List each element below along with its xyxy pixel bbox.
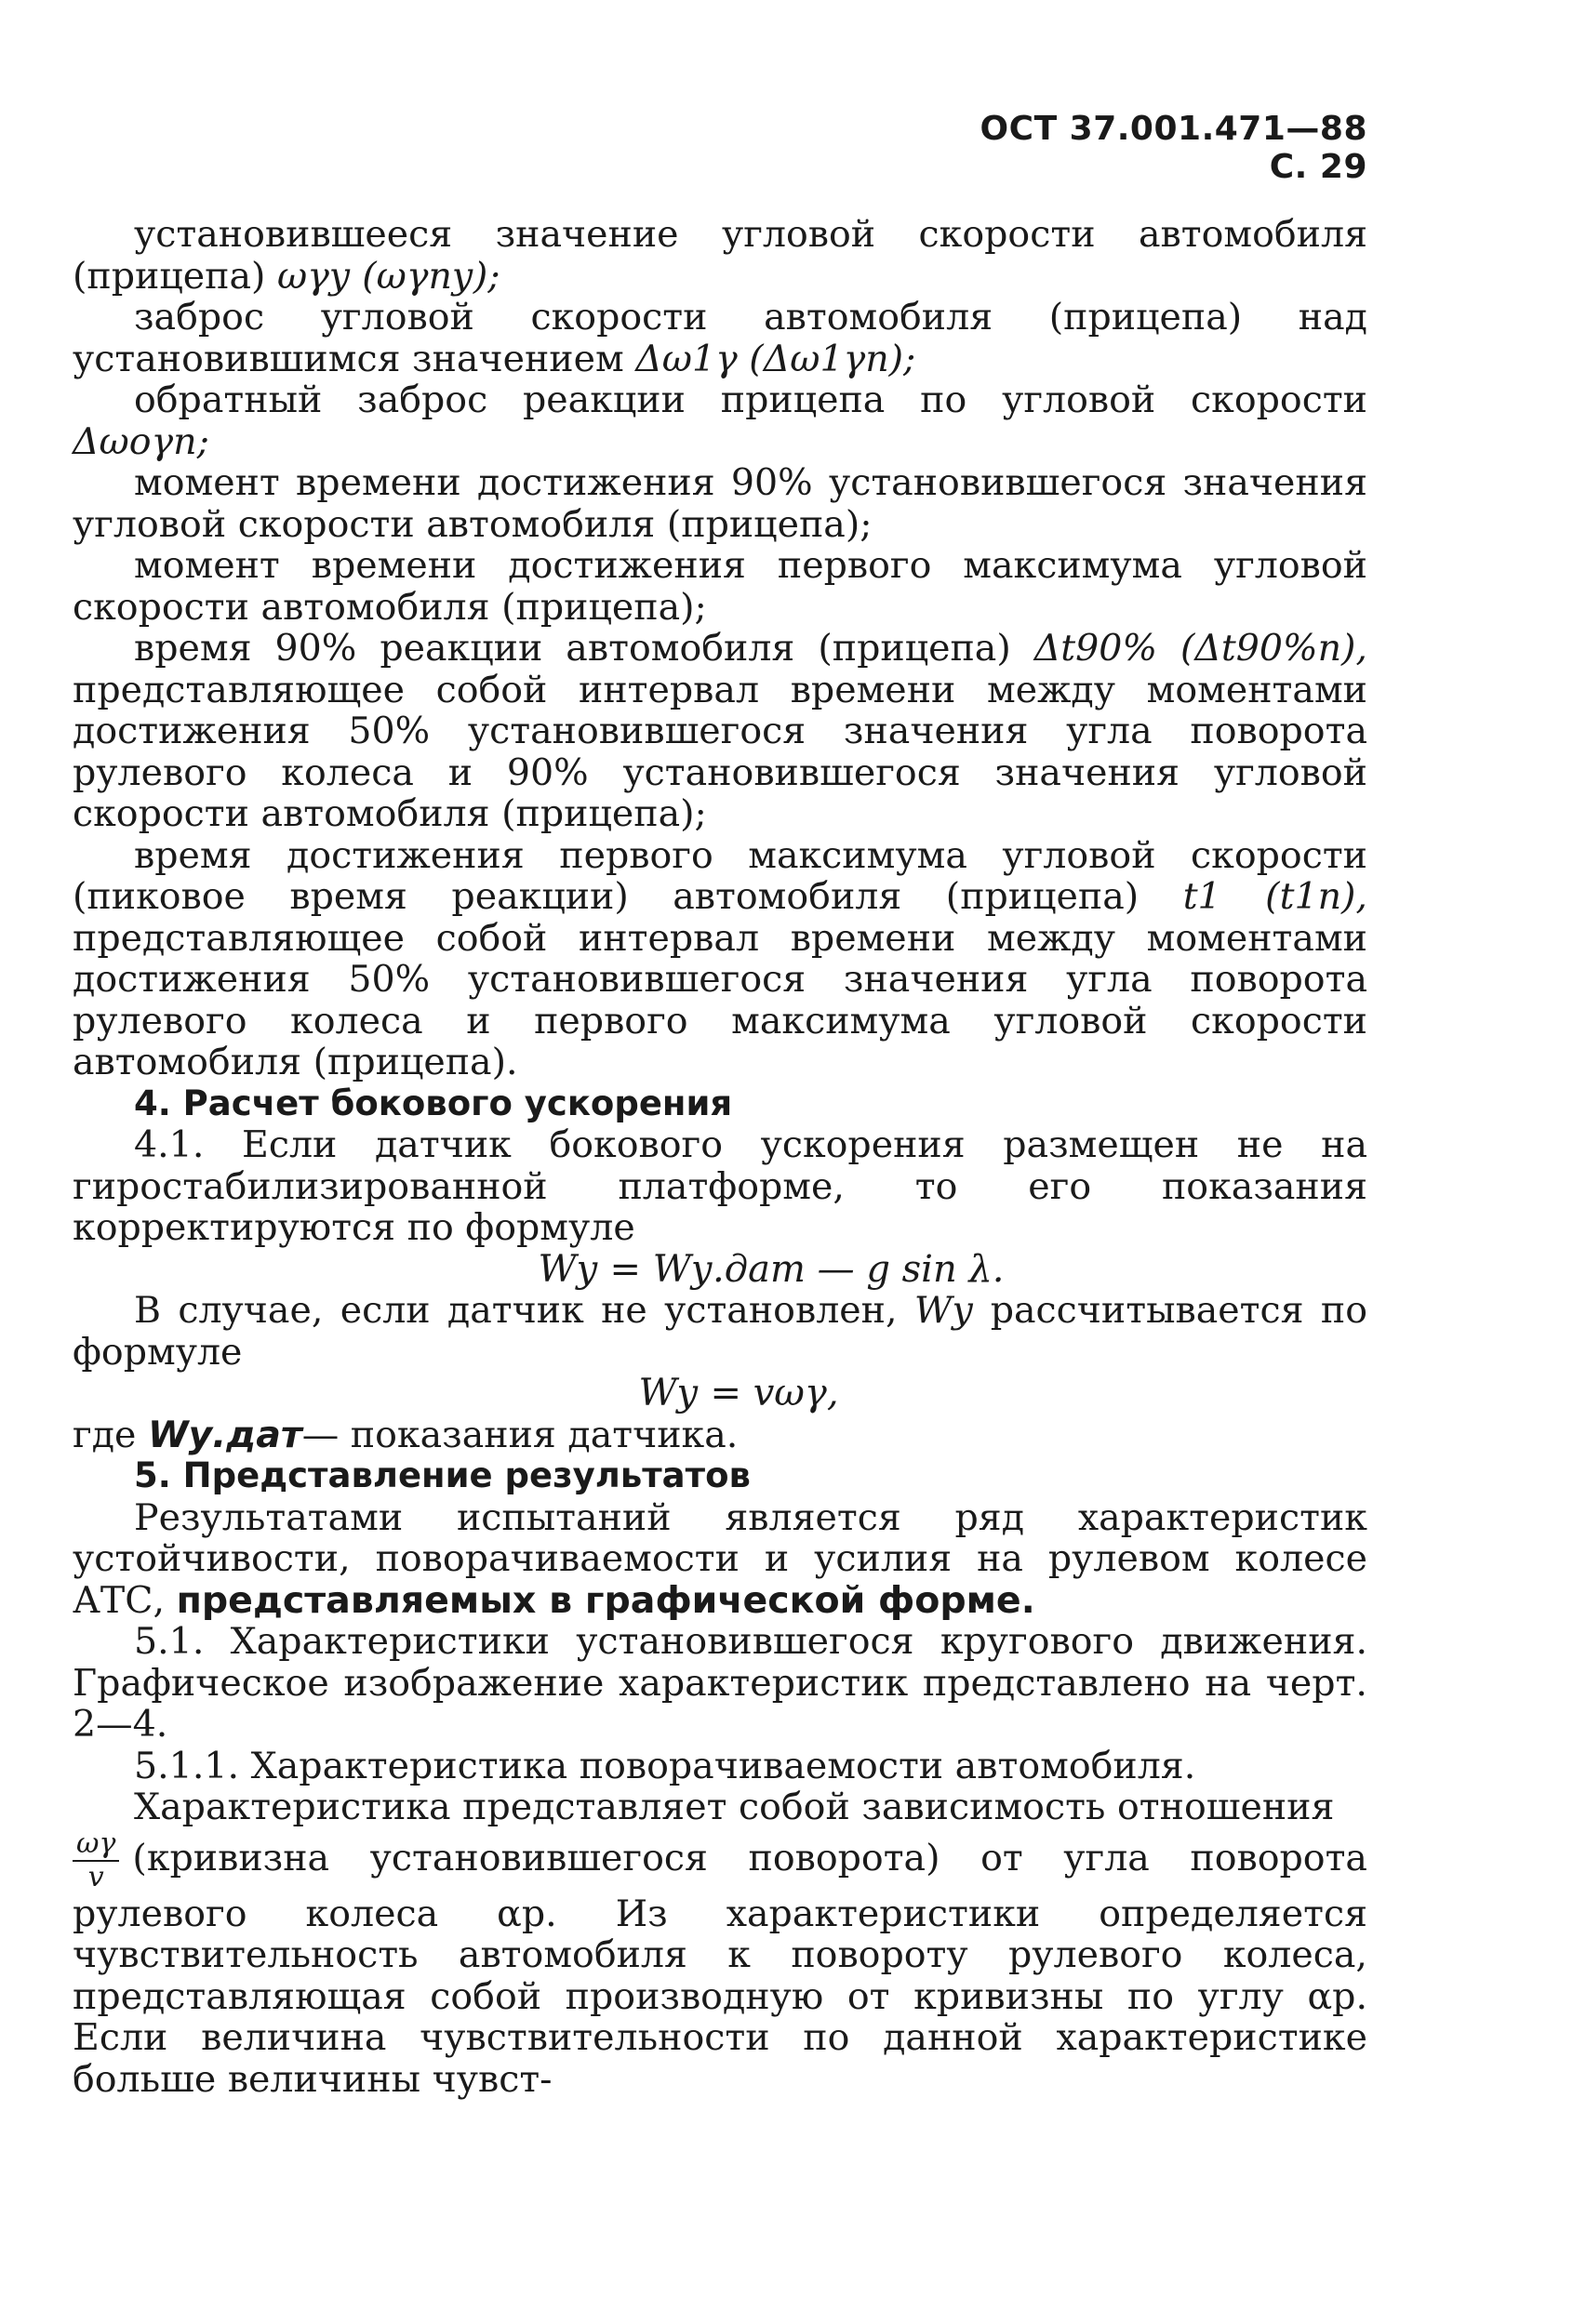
paragraph: 5.1.1. Характеристика поворачиваемости автомобиля. bbox=[134, 1744, 1196, 1787]
paragraph-text: установившееся значение угловой скорости автомобиля (прицепа) bbox=[73, 213, 1367, 298]
page-body bbox=[73, 214, 1367, 2100]
formula-symbol: Δt90% (Δt90%п), bbox=[1033, 627, 1367, 670]
formula-symbol: Wу.дат bbox=[147, 1413, 302, 1456]
fraction-numerator: ωγ bbox=[73, 1828, 119, 1862]
paragraph: момент времени достижения первого максимума угловой скорости автомобиля (прицепа); bbox=[73, 544, 1367, 629]
paragraph bbox=[73, 297, 1367, 379]
paragraph-text: В случае, если датчик не установлен, bbox=[134, 1289, 898, 1332]
paragraph bbox=[73, 379, 1367, 462]
formula: Wу = Wу.дат — g sin λ. bbox=[538, 1247, 1005, 1291]
paragraph-text: Результатами испытаний является ряд характеристик устойчивости, поворачиваемости и усилия на рулевом колесе АТС, bbox=[73, 1495, 1367, 1622]
formula-note bbox=[73, 1414, 1367, 1456]
formula-symbol: Δωoγп; bbox=[73, 419, 209, 463]
paragraph bbox=[73, 1828, 1367, 2101]
paragraph bbox=[73, 628, 1367, 835]
note-text: где bbox=[73, 1413, 137, 1456]
formula-symbol: Wу bbox=[913, 1289, 974, 1332]
section-heading: 4. Расчет бокового ускорения bbox=[134, 1082, 733, 1123]
paragraph-text: представляющее собой интервал времени между моментами достижения 50% установившегося значения угла поворота рулевого колеса и 90% установившегося значения угловой скорости автомобиля (прицепа); bbox=[73, 668, 1367, 835]
paragraph: момент времени достижения 90% установившегося значения угловой скорости автомобиля (прицепа); bbox=[73, 461, 1367, 546]
paragraph-text: время 90% реакции автомобиля (прицепа) bbox=[134, 627, 1011, 670]
paragraph-text: представляющее собой интервал времени между моментами достижения 50% установившегося значения угла поворота рулевого колеса и первого максимума угловой скорости автомобиля (прицепа). bbox=[73, 916, 1367, 1083]
paragraph-text: время достижения первого максимума угловой скорости (пиковое время реакции) автомобиля (прицепа) bbox=[73, 833, 1367, 918]
fraction-denominator: v bbox=[87, 1860, 104, 1893]
paragraph-text: заброс угловой скорости автомобиля (прицепа) над установившимся значением bbox=[73, 296, 1367, 380]
fraction bbox=[73, 1828, 119, 1893]
note-text: — показания датчика. bbox=[301, 1413, 739, 1456]
page-header: ОСТ 37.001.471—88 С. 29 bbox=[980, 110, 1367, 186]
paragraph: Характеристика представляет собой зависимость отношения bbox=[134, 1786, 1335, 1828]
paragraph-text: (кривизна установившегося поворота) от угла поворота рулевого колеса αр. Из характеристики определяется чувствительность автомобиля к повороту рулевого колеса, представляющая собой производную от кривизны по углу αр. Если величина чувствительности по данной характеристике больше величины чувст- bbox=[73, 1836, 1367, 2101]
paragraph: 5.1. Характеристики установившегося кругового движения. Графическое изображение характеристик представлено на черт. 2—4. bbox=[73, 1620, 1367, 1746]
emphasized-text: представляемых в графической форме. bbox=[176, 1578, 1035, 1622]
paragraph-text: обратный заброс реакции прицепа по угловой скорости bbox=[134, 378, 1367, 421]
paragraph bbox=[73, 214, 1367, 297]
section-heading: 5. Представление результатов bbox=[134, 1455, 751, 1495]
paragraph-text: рассчитывается по формуле bbox=[73, 1289, 1367, 1374]
formula-symbol: ωγу (ωγпу); bbox=[276, 254, 500, 298]
paragraph: 4.1. Если датчик бокового ускорения размещен не на гиростабилизированной платформе, то его показания корректируются по формуле bbox=[73, 1123, 1367, 1249]
formula-symbol: Δω1γ (Δω1γп); bbox=[635, 337, 916, 380]
paragraph bbox=[73, 1290, 1367, 1373]
formula-symbol: t1 (t1п), bbox=[1182, 875, 1367, 918]
paragraph bbox=[73, 835, 1367, 1083]
paragraph bbox=[73, 1497, 1367, 1622]
formula: Wу = vωγ, bbox=[638, 1372, 839, 1414]
